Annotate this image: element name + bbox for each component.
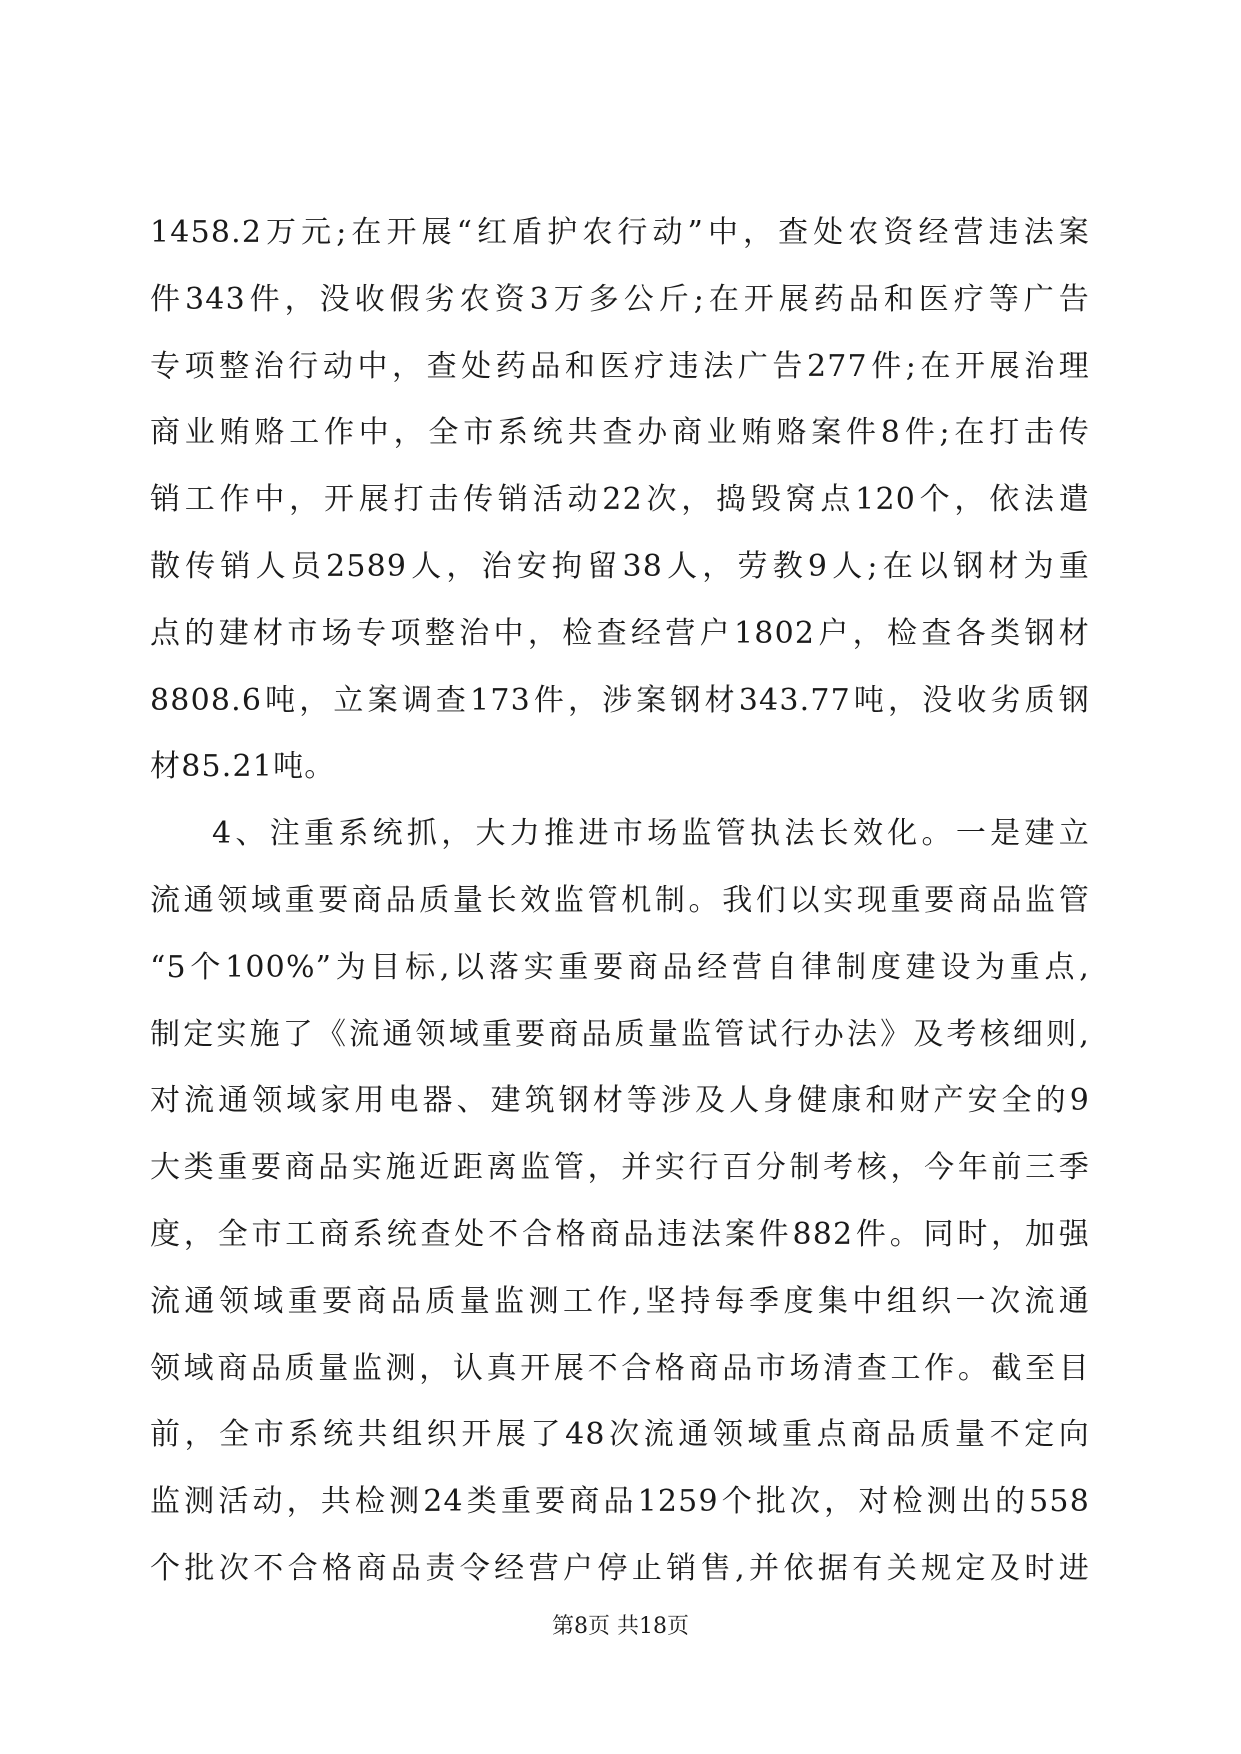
text-line: 点的建材市场专项整治中，检查经营户1802户，检查各类钢材	[150, 615, 1090, 651]
text-line: 流通领域重要商品质量监测工作,坚持每季度集中组织一次流通	[150, 1283, 1090, 1319]
text-line: 大类重要商品实施近距离监管，并实行百分制考核，今年前三季	[150, 1150, 1090, 1186]
text-line: 件343件，没收假劣农资3万多公斤;在开展药品和医疗等广告	[150, 281, 1090, 317]
text-line: 前，全市系统共组织开展了48次流通领域重点商品质量不定向	[150, 1417, 1090, 1453]
text-line: 材85.21吨。	[150, 749, 336, 785]
text-line: 8808.6吨，立案调查173件，涉案钢材343.77吨，没收劣质钢	[150, 682, 1090, 718]
text-line: 个批次不合格商品责令经营户停止销售,并依据有关规定及时进	[150, 1550, 1090, 1586]
text-line: 制定实施了《流通领域重要商品质量监管试行办法》及考核细则,	[150, 1016, 1090, 1052]
paragraph-first-line: 4、注重系统抓，大力推进市场监管执法长效化。一是建立	[212, 816, 1090, 852]
page-number-footer: 第8页 共18页	[552, 1614, 689, 1639]
text-line: 1458.2万元;在开展“红盾护农行动”中，查处农资经营违法案	[150, 215, 1090, 250]
text-line: 度，全市工商系统查处不合格商品违法案件882件。同时，加强	[150, 1216, 1090, 1252]
text-line: 散传销人员2589人，治安拘留38人，劳教9人;在以钢材为重	[150, 548, 1090, 584]
text-line: 流通领域重要商品质量长效监管机制。我们以实现重要商品监管	[150, 882, 1090, 918]
body-text	[150, 200, 1090, 1603]
text-line: 专项整治行动中，查处药品和医疗违法广告277件;在开展治理	[150, 348, 1090, 384]
text-line: 对流通领域家用电器、建筑钢材等涉及人身健康和财产安全的9	[150, 1083, 1090, 1119]
text-line: 领域商品质量监测，认真开展不合格商品市场清查工作。截至目	[150, 1350, 1090, 1386]
text-line: 销工作中，开展打击传销活动22次，捣毁窝点120个，依法遣	[150, 482, 1090, 518]
text-line: 监测活动，共检测24类重要商品1259个批次，对检测出的558	[150, 1484, 1090, 1520]
text-line: 商业贿赂工作中，全市系统共查办商业贿赂案件8件;在打击传	[150, 415, 1090, 451]
text-line: “5个100%”为目标,以落实重要商品经营自律制度建设为重点,	[150, 949, 1090, 985]
